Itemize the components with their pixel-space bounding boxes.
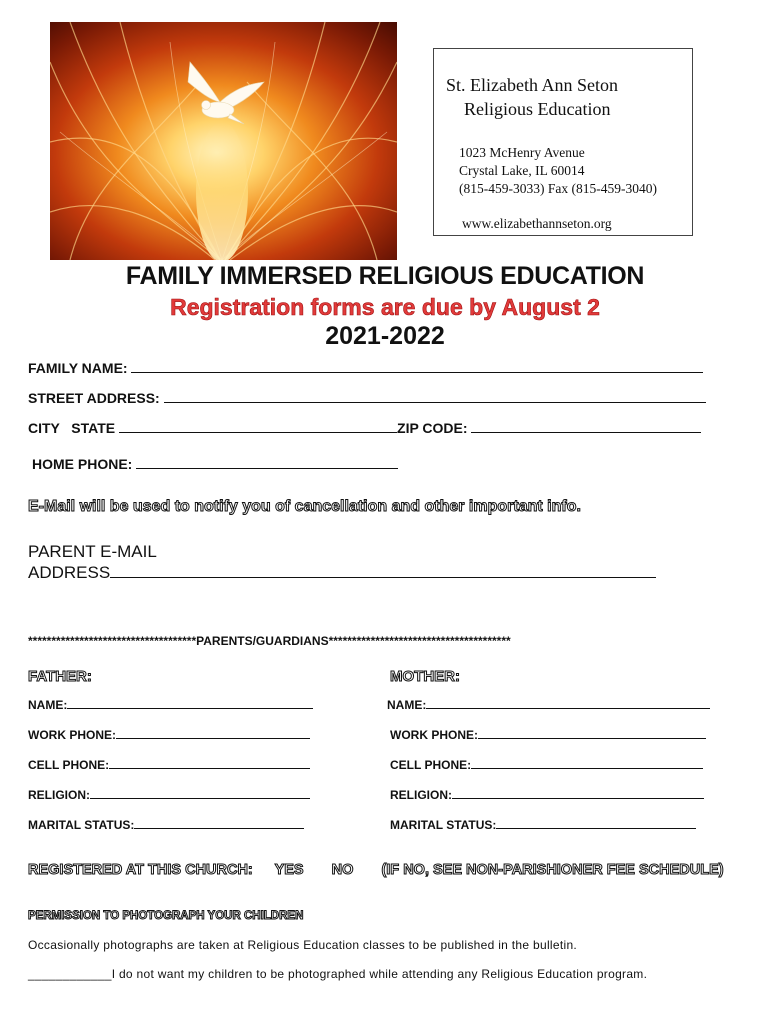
registered-label: REGISTERED AT THIS CHURCH: [28, 862, 253, 878]
street-address-text: 1023 McHenry Avenue [459, 145, 585, 160]
org-name-line2: Religious Education [464, 99, 611, 119]
photo-opt-out-row [28, 967, 647, 981]
father-heading: FATHER: [28, 668, 92, 685]
org-name-line1: St. Elizabeth Ann Seton [446, 75, 618, 95]
father-cell-phone-row [28, 758, 310, 772]
mother-marital-status-label: MARITAL STATUS: [390, 818, 497, 832]
photo-notice-text: Occasionally photographs are taken at Religious Education classes to be published in the bulletin. [28, 938, 578, 952]
family-name-field[interactable] [131, 360, 703, 373]
photo-opt-out-text: I do not want my children to be photographed while attending any Religious Education program. [111, 967, 648, 981]
photo-opt-out-blank[interactable]: ____________ [28, 967, 112, 981]
parent-email-row [28, 541, 656, 583]
website-link[interactable]: www.elizabethannseton.org [462, 216, 612, 231]
non-parishioner-note: (IF NO, SEE NON-PARISHIONER FEE SCHEDULE) [381, 862, 724, 878]
father-religion-row [28, 788, 310, 802]
parent-email-label-line2: ADDRESS [28, 563, 111, 582]
father-cell-phone-label: CELL PHONE: [28, 758, 110, 772]
father-cell-phone-field[interactable] [109, 758, 310, 769]
father-name-label: NAME: [28, 698, 68, 712]
mother-religion-field[interactable] [452, 788, 704, 799]
city-state-zip-row [28, 420, 701, 436]
father-name-row [28, 698, 313, 712]
father-religion-field[interactable] [90, 788, 310, 799]
mother-work-phone-field[interactable] [478, 728, 706, 739]
father-work-phone-field[interactable] [116, 728, 310, 739]
email-notice: E-Mail will be used to notify you of cancellation and other important info. [28, 498, 581, 515]
registered-yes-option[interactable]: YES [274, 862, 304, 878]
form-title: FAMILY IMMERSED RELIGIOUS EDUCATION [125, 262, 645, 290]
mother-name-row [387, 698, 710, 712]
mother-work-phone-label: WORK PHONE: [390, 728, 478, 742]
home-phone-field[interactable] [136, 456, 398, 469]
mother-name-label: NAME: [387, 698, 427, 712]
family-name-label: FAMILY NAME: [28, 360, 128, 376]
home-phone-row [32, 456, 398, 472]
zip-code-field[interactable] [471, 420, 701, 433]
father-work-phone-label: WORK PHONE: [28, 728, 116, 742]
city-state-field[interactable] [119, 420, 397, 433]
zip-code-label: ZIP CODE: [397, 420, 468, 436]
father-work-phone-row [28, 728, 310, 742]
parents-guardians-banner: ************************************PARENTS/GUARDIANS*************************************** [28, 634, 511, 648]
school-year: 2021-2022 [325, 322, 445, 350]
father-marital-status-row [28, 818, 304, 832]
mother-name-field[interactable] [426, 698, 710, 709]
phone-fax-text: (815-459-3033) Fax (815-459-3040) [459, 181, 657, 196]
parent-email-label-line1: PARENT E-MAIL [28, 542, 157, 561]
street-address-row [28, 390, 706, 406]
mother-marital-status-field[interactable] [496, 818, 696, 829]
city-text: Crystal Lake, IL 60014 [459, 163, 585, 178]
father-marital-status-field[interactable] [134, 818, 304, 829]
address-box [433, 48, 693, 236]
mother-work-phone-row [390, 728, 706, 742]
due-date-notice: Registration forms are due by August 2 [170, 294, 600, 320]
registered-row [28, 862, 724, 878]
father-religion-label: RELIGION: [28, 788, 90, 802]
street-address-field[interactable] [164, 390, 706, 403]
home-phone-label: HOME PHONE: [32, 456, 133, 472]
dove-flames-image [50, 22, 397, 260]
family-name-row [28, 360, 703, 376]
parent-email-field[interactable] [110, 563, 656, 578]
father-name-field[interactable] [67, 698, 313, 709]
street-address-label: STREET ADDRESS: [28, 390, 160, 406]
mother-cell-phone-label: CELL PHONE: [390, 758, 472, 772]
city-state-label: CITY STATE [28, 420, 116, 436]
father-marital-status-label: MARITAL STATUS: [28, 818, 135, 832]
mother-religion-label: RELIGION: [390, 788, 452, 802]
photo-permission-heading: PERMISSION TO PHOTOGRAPH YOUR CHILDREN [28, 910, 304, 922]
mother-marital-status-row [390, 818, 696, 832]
mother-heading: MOTHER: [390, 668, 460, 685]
mother-cell-phone-field[interactable] [471, 758, 703, 769]
registered-no-option[interactable]: NO [331, 862, 354, 878]
mother-cell-phone-row [390, 758, 703, 772]
mother-religion-row [390, 788, 704, 802]
